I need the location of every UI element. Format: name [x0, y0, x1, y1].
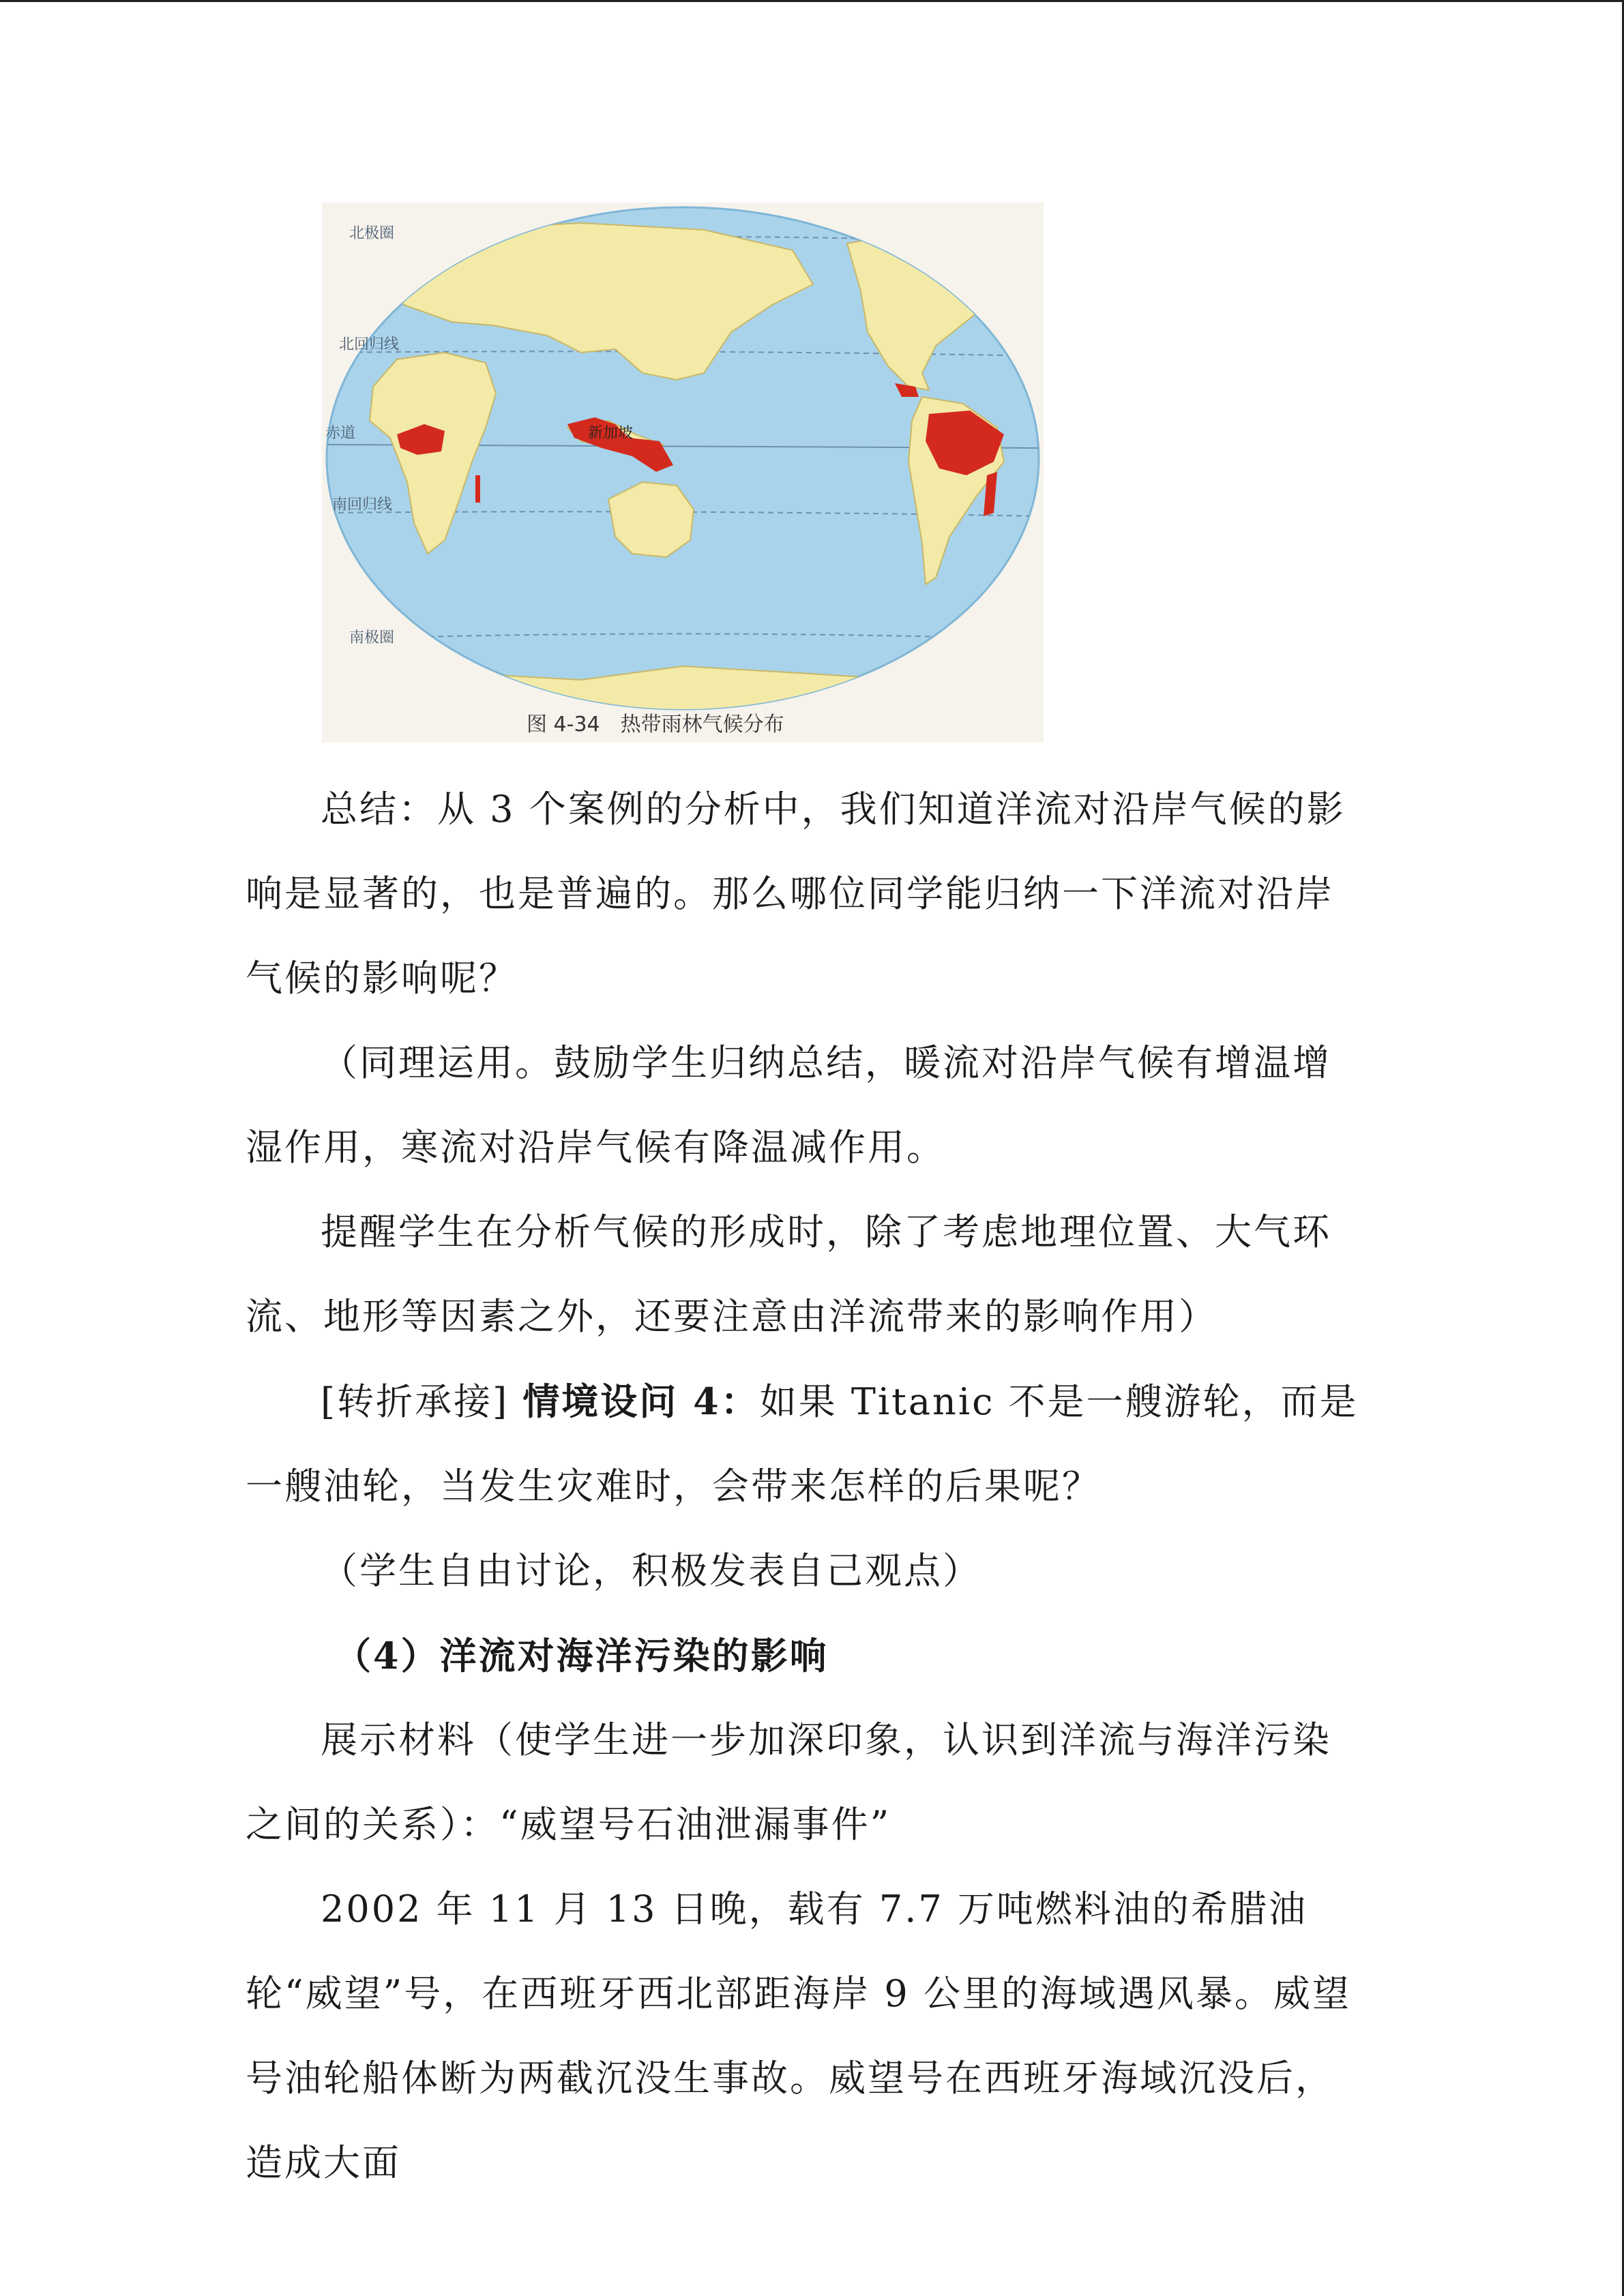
figure-caption: 图 4-34 热带雨林气候分布 [527, 713, 784, 736]
paragraph-application: （同理运用。鼓励学生归纳总结，暖流对沿岸气候有增温增湿作用，寒流对沿岸气候有降温减作用。 [246, 1041, 1331, 1169]
label-equator: 赤道 [325, 425, 356, 442]
body-text [246, 767, 1364, 2205]
label-arctic-circle: 北极圈 [349, 225, 395, 242]
paragraph-question-4 [246, 1359, 1364, 1529]
paragraph-summary: 总结：从 3 个案例的分析中，我们知道洋流对沿岸气候的影响是显著的，也是普遍的。那么哪位同学能归纳一下洋流对沿岸气候的影响呢？ [246, 788, 1346, 1000]
paragraph-discussion: （学生自由讨论，积极发表自己观点） [321, 1549, 981, 1592]
section-heading: （4）洋流对海洋污染的影响 [334, 1634, 829, 1678]
label-tropic-capricorn: 南回归线 [332, 496, 393, 513]
greenland [977, 220, 1024, 250]
question-text: 如果 Titanic 不是一艘游轮，而是一艘油轮，当发生灾难时，会带来怎样的后果呢？ [246, 1380, 1359, 1508]
paragraph-prestige-incident: 2002 年 11 月 13 日晚，载有 7.7 万吨燃料油的希腊油轮“威望”号，在西班牙西北部距海岸 9 公里的海域遇风暴。威望号油轮船体断为两截沉没生事故。威望号在西班牙海域沉没后，造成大面 [246, 1888, 1351, 2184]
paragraph-reminder: 提醒学生在分析气候的形成时，除了考虑地理位置、大气环流、地形等因素之外，还要注意由洋流带来的影响作用） [246, 1210, 1331, 1338]
rainforest-map-figure [322, 203, 1044, 743]
label-tropic-cancer: 北回归线 [339, 336, 400, 353]
paragraph-material: 展示材料（使学生进一步加深印象，认识到洋流与海洋污染之间的关系）：“威望号石油泄漏事件” [246, 1718, 1331, 1846]
label-antarctic-circle: 南极圈 [349, 629, 395, 646]
page-border-top [0, 0, 1624, 2]
label-singapore: 新加坡 [588, 425, 634, 442]
question-label: 情境设问 4： [522, 1380, 760, 1423]
rainforest-madagascar [475, 475, 480, 503]
transition-tag: [转折承接] [321, 1380, 523, 1423]
